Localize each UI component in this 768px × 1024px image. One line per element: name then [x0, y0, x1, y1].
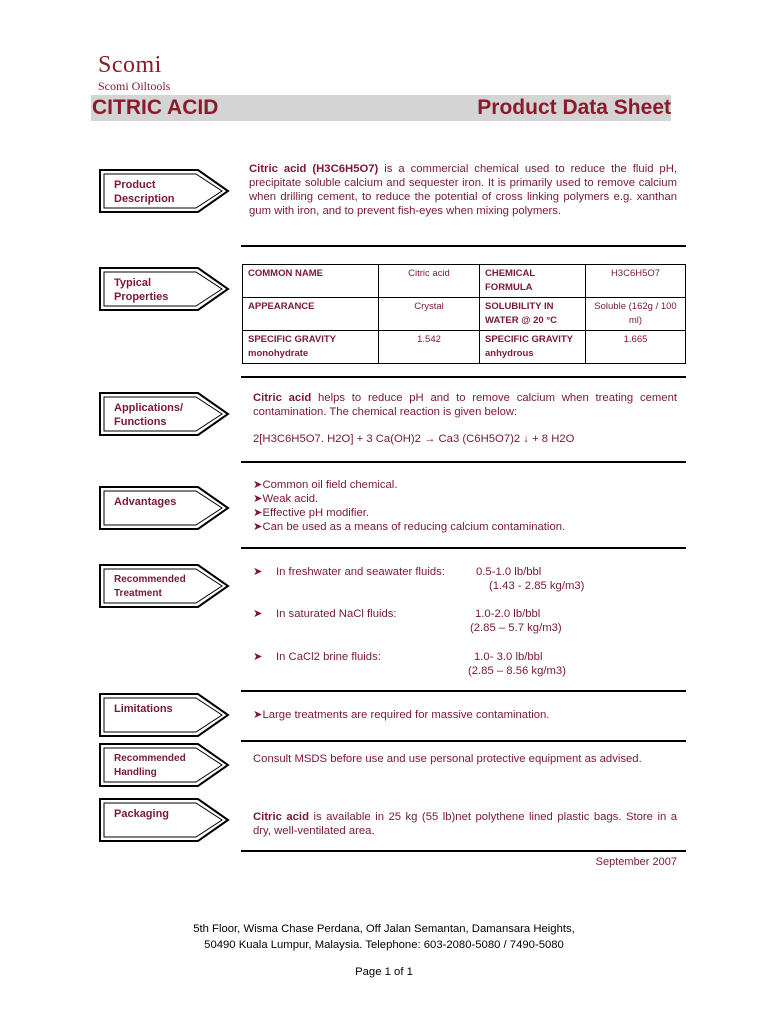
section-divider	[241, 740, 686, 742]
treatment-dose: 0.5-1.0 lb/bbl	[476, 566, 542, 578]
description-lead: Citric acid	[249, 163, 307, 175]
table-cell: CHEMICAL FORMULA	[480, 265, 586, 298]
treatment-metric: (2.85 – 8.56 kg/m3)	[468, 665, 566, 677]
bullet-arrow-icon: ➤	[253, 651, 263, 663]
section-label-treatment	[98, 563, 232, 609]
treatment-metric: (1.43 - 2.85 kg/m3)	[489, 580, 585, 592]
section-label-packaging	[98, 797, 232, 843]
list-item: ➤Weak acid.	[253, 493, 319, 505]
table-row	[243, 298, 686, 331]
address-line: 5th Floor, Wisma Chase Perdana, Off Jalan Semantan, Damansara Heights,	[193, 923, 575, 935]
table-cell: Citric acid	[379, 265, 480, 298]
list-item: ➤Common oil field chemical.	[253, 479, 398, 491]
section-label-properties	[98, 266, 232, 312]
treatment-dose: 1.0- 3.0 lb/bbl	[474, 651, 543, 663]
table-cell: Soluble (162g / 100 ml)	[586, 298, 686, 331]
packaging-lead: Citric acid	[253, 811, 309, 823]
applications-lead: Citric acid	[253, 392, 312, 404]
list-item: ➤Large treatments are required for massive contamination.	[253, 709, 550, 721]
section-label-limitations	[98, 692, 232, 738]
packaging-paragraph	[253, 810, 677, 838]
section-label-line: Packaging	[114, 808, 170, 820]
description-formula: (H3C6H5O7)	[312, 163, 379, 175]
packaging-text: is available in 25 kg (55 lb)net polythene lined plastic bags. Store in a dry, well-ventilated area.	[253, 811, 678, 837]
document-type: Product Data Sheet	[477, 96, 671, 119]
treatment-metric: (2.85 – 5.7 kg/m3)	[470, 622, 562, 634]
section-label-line: Handling	[114, 767, 157, 778]
description-text: is a commercial chemical used to reduce the fluid pH, precipitate soluble calcium and sequester iron. It is primarily used to remove calcium when drilling cement, to reduce the potential of cross linking polymers e.g. xanthan gum with iron, and to prevent fish-eyes when mixing polymers.	[249, 163, 678, 217]
section-label-line: Product	[114, 179, 156, 191]
bullet-arrow-icon: ➤	[253, 608, 263, 620]
treatment-dose: 1.0-2.0 lb/bbl	[475, 608, 541, 620]
properties-table	[242, 264, 686, 364]
section-label-applications	[98, 391, 232, 437]
section-divider	[241, 245, 686, 247]
section-label-line: Properties	[114, 291, 169, 303]
table-cell: APPEARANCE	[243, 298, 379, 331]
advantage-text: Weak acid.	[262, 493, 319, 505]
brand-logo: Scomi	[98, 52, 162, 78]
section-label-line: Recommended	[114, 753, 186, 764]
brand-subtitle: Scomi Oiltools	[98, 79, 171, 93]
treatment-fluid: In freshwater and seawater fluids:	[276, 566, 445, 578]
treatment-fluid: In saturated NaCl fluids:	[276, 608, 397, 620]
list-item: ➤Effective pH modifier.	[253, 507, 370, 519]
table-row	[243, 265, 686, 298]
handling-paragraph: Consult MSDS before use and use personal protective equipment as advised.	[253, 753, 642, 765]
section-label-description	[98, 168, 232, 214]
document-date: September 2007	[595, 856, 677, 868]
table-cell: SPECIFIC GRAVITY monohydrate	[243, 331, 379, 364]
section-label-handling	[98, 742, 232, 788]
section-label-line: Description	[114, 193, 175, 205]
section-divider	[241, 690, 686, 692]
limitation-text: Large treatments are required for massive contamination.	[262, 709, 550, 721]
bullet-arrow-icon: ➤	[253, 566, 263, 578]
list-item: ➤Can be used as a means of reducing calcium contamination.	[253, 521, 566, 533]
section-label-line: Treatment	[114, 588, 162, 599]
section-label-line: Limitations	[114, 703, 173, 715]
table-cell: H3C6H5O7	[586, 265, 686, 298]
section-label-line: Applications/	[114, 402, 184, 414]
table-cell: 1.665	[586, 331, 686, 364]
reaction-equation: 2[H3C6H5O7. H2O] + 3 Ca(OH)2 → Ca3 (C6H5O7)2 ↓ + 8 H2O	[253, 433, 575, 445]
section-label-line: Recommended	[114, 574, 186, 585]
table-cell: 1.542	[379, 331, 480, 364]
table-cell: Crystal	[379, 298, 480, 331]
section-label-advantages	[98, 485, 232, 531]
section-label-line: Advantages	[114, 496, 177, 508]
section-divider	[241, 850, 686, 852]
advantage-text: Can be used as a means of reducing calcium contamination.	[262, 521, 566, 533]
advantage-text: Common oil field chemical.	[262, 479, 398, 491]
address-line: 50490 Kuala Lumpur, Malaysia. Telephone: 603-2080-5080 / 7490-5080	[204, 939, 564, 951]
product-title: CITRIC ACID	[92, 96, 219, 119]
page-number: Page 1 of 1	[355, 966, 413, 978]
section-divider	[241, 461, 686, 463]
table-cell: COMMON NAME	[243, 265, 379, 298]
applications-text: helps to reduce pH and to remove calcium when treating cement contamination. The chemical reaction is given below:	[253, 392, 678, 418]
section-divider	[241, 547, 686, 549]
treatment-fluid: In CaCl2 brine fluids:	[276, 651, 381, 663]
advantage-text: Effective pH modifier.	[262, 507, 370, 519]
table-row	[243, 331, 686, 364]
section-divider	[241, 376, 686, 378]
table-cell: SOLUBILITY IN WATER @ 20 °C	[480, 298, 586, 331]
section-label-line: Functions	[114, 416, 167, 428]
table-cell: SPECIFIC GRAVITY anhydrous	[480, 331, 586, 364]
description-paragraph	[249, 162, 677, 218]
applications-paragraph	[253, 391, 677, 419]
section-label-line: Typical	[114, 277, 152, 289]
